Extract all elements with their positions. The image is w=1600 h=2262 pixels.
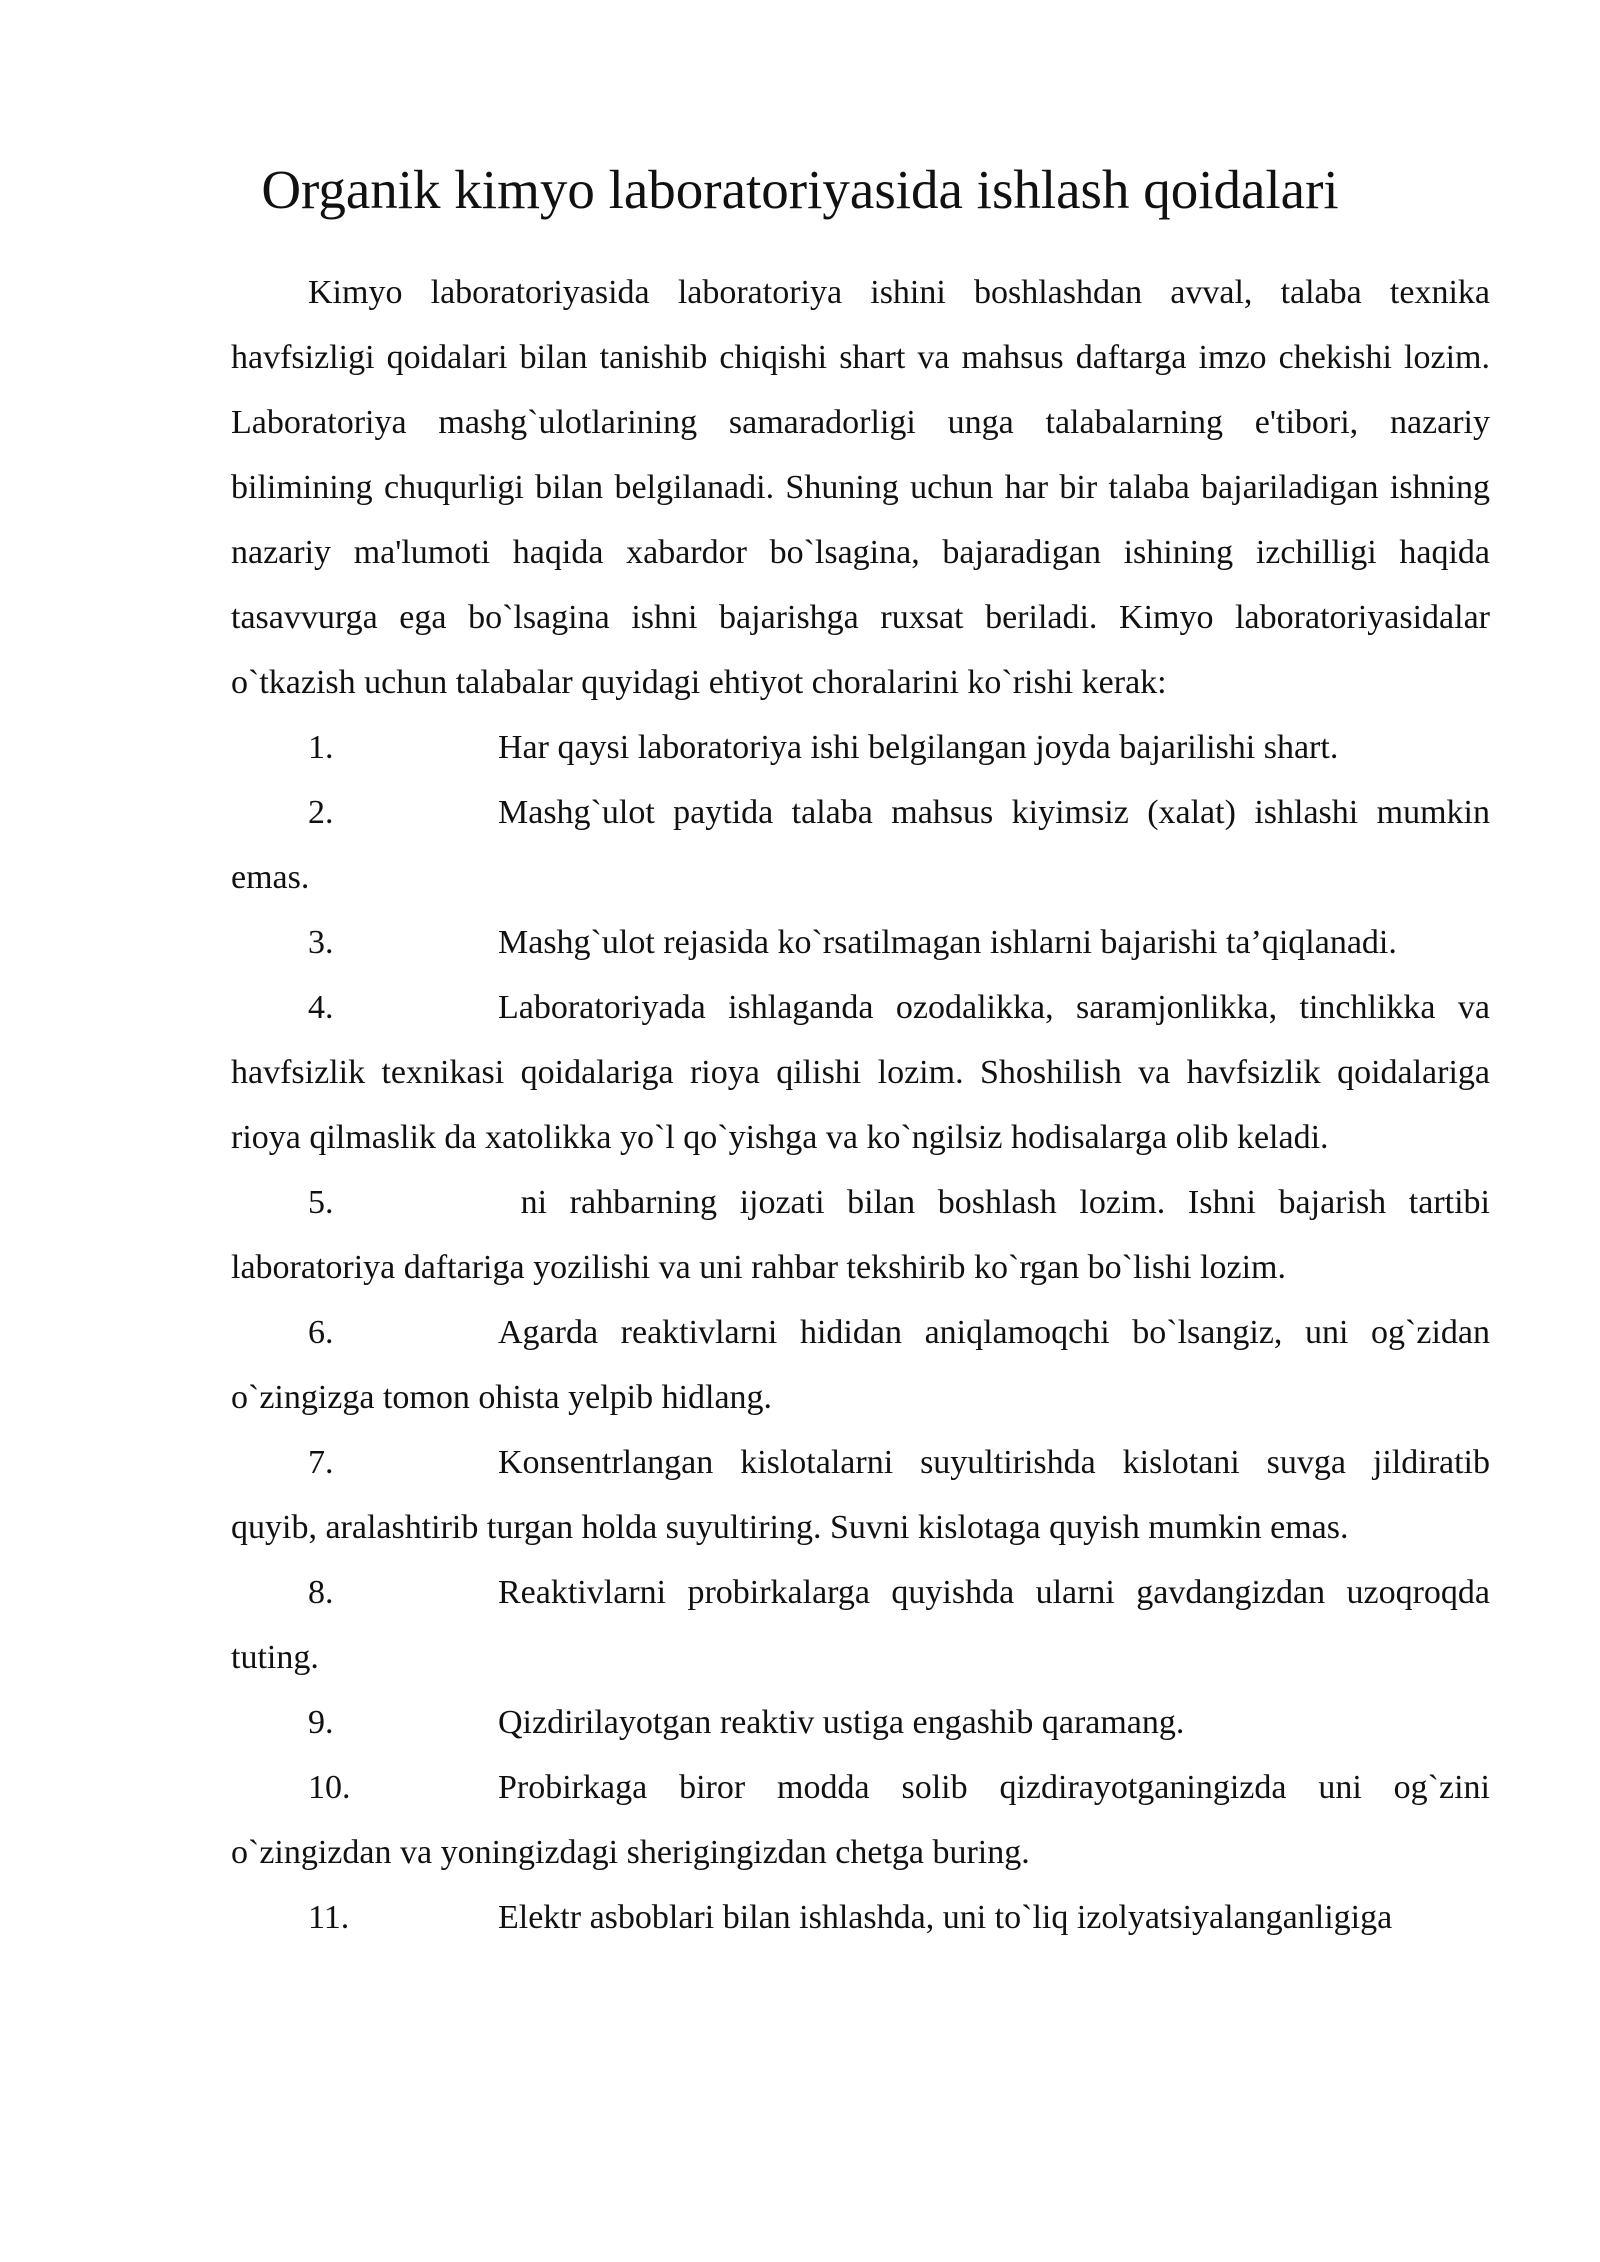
item-number: 7. — [308, 1444, 334, 1481]
list-item — [231, 1300, 1490, 1430]
list-item — [231, 1560, 1490, 1690]
item-text: Qizdirilayotgan reaktiv ustiga engashib qaramang. — [498, 1704, 1185, 1741]
list-item — [231, 975, 1490, 1170]
item-number: 11. — [308, 1899, 350, 1936]
item-number: 4. — [308, 989, 334, 1026]
item-number: 8. — [308, 1574, 334, 1611]
item-number: 6. — [308, 1314, 334, 1351]
rules-list — [231, 715, 1490, 1950]
list-item — [231, 1755, 1490, 1885]
item-text: Konsentrlangan kislotalarni suyultirishda kislotani suvga jildiratib quyib, aralashtirib turgan holda suyultiring. Suvni kislotaga quyish mumkin emas. — [231, 1444, 1490, 1546]
list-item — [231, 780, 1490, 910]
list-item — [231, 1690, 1490, 1755]
item-text: Probirkaga biror modda solib qizdirayotganingizda uni og`zini o`zingizdan va yoningizdagi sherigingizdan chetga buring. — [231, 1769, 1490, 1871]
item-text: Laboratoriyada ishlaganda ozodalikka, saramjonlikka, tinchlikka va havfsizlik texnikasi qoidalariga rioya qilishi lozim. Shoshilish va havfsizlik qoidalariga rioya qilmaslik da xatolikka yo`l qo`yishga va ko`ngilsiz hodisalarga olib keladi. — [231, 989, 1490, 1156]
list-item — [231, 910, 1490, 975]
item-text: Agarda reaktivlarni hididan aniqlamoqchi bo`lsangiz, uni og`zidan o`zingizga tomon ohista yelpib hidlang. — [231, 1314, 1490, 1416]
item-text: Mashg`ulot paytida talaba mahsus kiyimsiz (xalat) ishlashi mumkin emas. — [231, 794, 1490, 896]
item-number: 3. — [308, 924, 334, 961]
page-title: Organik kimyo laboratoriyasida ishlash qoidalari — [261, 159, 1339, 220]
document-body — [231, 260, 1490, 1950]
list-item — [231, 1170, 1490, 1300]
list-item — [231, 1430, 1490, 1560]
item-number: 1. — [308, 729, 334, 766]
list-item — [231, 1885, 1490, 1950]
list-item — [231, 715, 1490, 780]
item-text: Har qaysi laboratoriya ishi belgilangan joyda bajarilishi shart. — [498, 729, 1339, 766]
item-number: 5. — [308, 1184, 334, 1221]
item-number: 2. — [308, 794, 334, 831]
item-text: Elektr asboblari bilan ishlashda, uni to`liq izolyatsiyalanganligiga — [498, 1899, 1393, 1936]
item-number: 10. — [308, 1769, 351, 1806]
item-text: Reaktivlarni probirkalarga quyishda ularni gavdangizdan uzoqroqda tuting. — [231, 1574, 1490, 1676]
item-number: 9. — [308, 1704, 334, 1741]
item-text: ni rahbarning ijozati bilan boshlash lozim. Ishni bajarish tartibi laboratoriya daftariga yozilishi va uni rahbar tekshirib ko`rgan bo`lishi lozim. — [231, 1184, 1490, 1286]
intro-paragraph: Kimyo laboratoriyasida laboratoriya ishini boshlashdan avval, talaba texnika havfsizligi qoidalari bilan tanishib chiqishi shart va mahsus daftarga imzo chekishi lozim. Laboratoriya mashg`ulotlarining samaradorligi unga talabalarning e'tibori, nazariy bilimining chuqurligi bilan belgilanadi. Shuning uchun har bir talaba bajariladigan ishning nazariy ma'lumoti haqida xabardor bo`lsagina, bajaradigan ishining izchilligi haqida tasavvurga ega bo`lsagina ishni bajarishga ruxsat beriladi. Kimyo laboratoriyasidalar o`tkazish uchun talabalar quyidagi ehtiyot choralarini ko`rishi kerak: — [231, 274, 1490, 701]
item-text: Mashg`ulot rejasida ko`rsatilmagan ishlarni bajarishi ta’qiqlanadi. — [498, 924, 1397, 961]
